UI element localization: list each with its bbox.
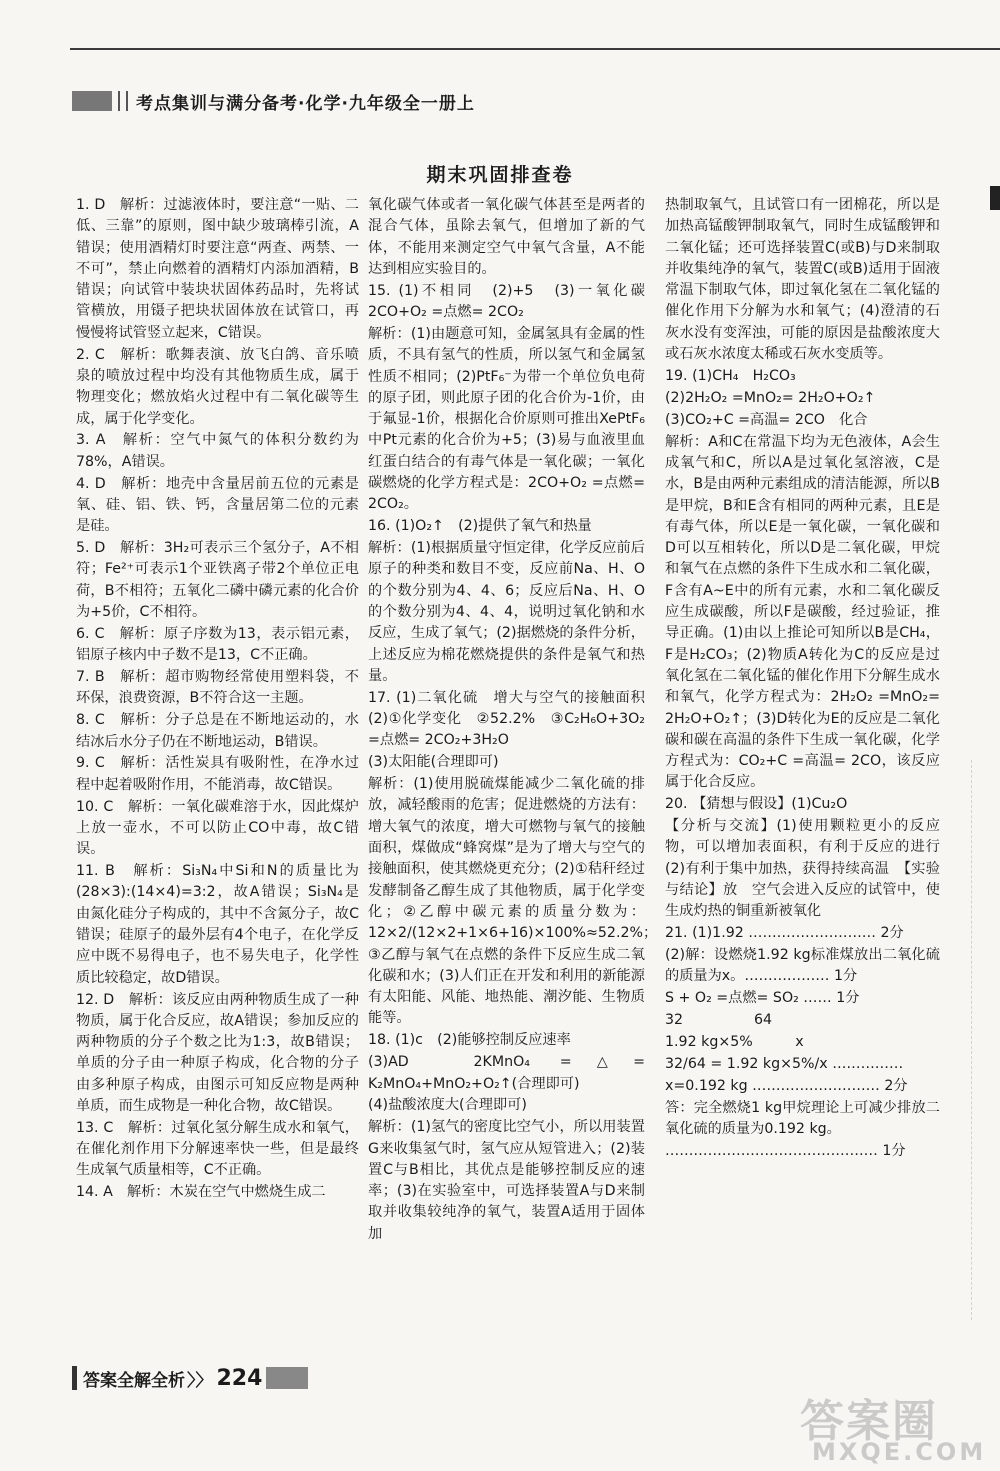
answer-item: (3)AD 2KMnO₄ =△= K₂MnO₄+MnO₂+O₂↑(合理即可) (368, 1054, 645, 1092)
answer-item: 2. C 解析：歌舞表演、放飞白鸽、音乐喷泉的喷放过程中均没有其他物质生成，属于物理变化；燃放焰火过程中有二氧化碳等生成，属于化学变化。 (76, 346, 359, 427)
answer-item: 20. 【猜想与假设】(1)Cu₂O (665, 796, 848, 813)
answer-item: 4. D 解析：地壳中含量居前五位的元素是氧、硅、铝、铁、钙，含量居第二位的元素是硅。 (76, 475, 359, 535)
watermark-url: MXQE.COM (812, 1438, 987, 1466)
answer-item: 解析：(1)氢气的密度比空气小，所以用装置G来收集氢气时，氢气应从短管进入；(2)装置C与B相比，其优点是能够控制反应的速率；(3)在实验室中，可选择装置A与D来制取并收集较纯净的氧气，装置A适用于固体加 (368, 1119, 645, 1242)
binding-edge (971, 760, 1000, 1320)
section-title: 期末巩固排查卷 (426, 164, 574, 186)
answer-item: 5. D 解析：3H₂可表示三个氢分子，A不相符；Fe²⁺可表示1个亚铁离子带2个单位正电荷，B不相符；五氧化二磷中磷元素的化合价为+5价，C不相符。 (76, 540, 359, 621)
answer-item: 7. B 解析：超市购物经常使用塑料袋，不环保，浪费资源，B不符合这一主题。 (76, 669, 359, 707)
answer-item: 解析：A和C在常温下均为无色液体，A会生成氧气和C，所以A是过氧化氢溶液，C是水，B是由两种元素组成的清洁能源，所以B是甲烷，B和E含有相同的两种元素，且E是有毒气体，所以E是一氧化碳，一氧化碳和D可以互相转化，所以D是二氧化碳，甲烷和氧气在点燃的条件下生成水和二氧化碳，F含有A~E中的所有元素，水和二氧化碳反应生成碳酸，所以F是碳酸，经过验证，推导正确。(1)由以上推论可知所以B是CH₄，F是H₂CO₃；(2)物质A转化为C的反应是过氧化氢在二氧化锰的催化作用下分解生成水和氧气，化学方程式为：2H₂O₂ =MnO₂= 2H₂O+O₂↑；(3)D转化为E的反应是二氧化碳和碳在高温的条件下生成一氧化碳，化学方程式为：CO₂+C =高温= 2CO，该反应属于化合反应。 (665, 433, 940, 791)
chevron-right-icon: 〉〉 (187, 1370, 213, 1391)
answer-item: 氧化碳气体或者一氧化碳气体甚至是两者的混合气体，虽除去氧气，但增加了新的气体，不能用来测定空气中氧气含量，A不能达到相应实验目的。 (368, 197, 645, 277)
answer-item: ……………………………………… 1分 (665, 1142, 906, 1159)
answer-item: 10. C 解析：一氧化碳难溶于水，因此煤炉上放一壶水，不可以防止CO中毒，故C错误。 (76, 798, 359, 858)
answer-item: 解析：(1)使用脱硫煤能减少二氧化硫的排放，减轻酸雨的危害；促进燃烧的方法有：增大氧气的浓度，增大可燃物与氧气的接触面积，煤做成“蜂窝煤”是为了增大与空气的接触面积，使其燃烧更充分；(2)①秸秆经过发酵制备乙醇生成了其他物质，属于化学变化；②乙醇中碳元素的质量分数为：12×2/(12×2+1×6+16)×100%≈52.2%；③乙醇与氧气在点燃的条件下反应生成二氧化碳和水；(3)人们正在开发和利用的新能源有太阳能、风能、地热能、潮汐能、生物质能等。 (368, 776, 658, 1027)
answer-item: (2)2H₂O₂ =MnO₂= 2H₂O+O₂↑ (665, 389, 876, 406)
answer-column-3 (665, 195, 955, 1163)
answer-item: 【分析与交流】(1)使用颗粒更小的反应物，可以增加表面积，有利于反应的进行 (2)有利于集中加热，获得持续高温 【实验与结论】放 空气会进入反应的试管中，使生成灼热的铜重新被氧化 (665, 818, 955, 920)
answer-item: 解析：(1)根据质量守恒定律，化学反应前后原子的种类和数目不变，反应前Na、H、O的个数分别为4、4、6；反应后Na、H、O的个数分别为4、4、4，说明过氧化钠和水反应，生成了氧气；(2)据燃烧的条件分析，上述反应为棉花燃烧提供的条件是氧气和热量。 (368, 540, 645, 684)
answer-item: 1.92 kg×5% x (665, 1034, 804, 1051)
header-divider (118, 91, 128, 111)
answer-item: 8. C 解析：分子总是在不断地运动的，水结冰后水分子仍在不断地运动，B错误。 (76, 712, 359, 750)
footer-bar (72, 1366, 77, 1390)
page-footer (72, 1363, 308, 1393)
answer-item: 6. C 解析：原子序数为13，表示铝元素，铝原子核内中子数不是13，C不正确。 (76, 625, 359, 664)
answer-item: 解析：(1)由题意可知，金属氢具有金属的性质，不具有氢气的性质，所以氢气和金属氢性质不相同；(2)PtF₆⁻为带一个单位负电荷的原子团，则此原子团的化合价为-1价，由于氟显-1价，根据化合价原则可推出XePtF₆中Pt元素的化合价为+5；(3)易与血液里血红蛋白结合的有毒气体是一氧化碳；一氧化碳燃烧的化学方程式是：2CO+O₂ =点燃= 2CO₂。 (368, 325, 645, 513)
answer-item: (4)盐酸浓度大(合理即可) (368, 1097, 527, 1114)
answer-item: 16. (1)O₂↑ (2)提供了氧气和热量 (368, 518, 592, 535)
answer-item: 答：完全燃烧1 kg甲烷理论上可减少排放二氧化硫的质量为0.192 kg。 (665, 1099, 940, 1138)
answer-column-2 (368, 195, 660, 1246)
book-title: 考点集训与满分备考·化学·九年级全一册上 (136, 93, 475, 114)
answer-item: 15. (1)不相同 (2)+5 (3)一氧化碳 2CO+O₂ =点燃= 2CO₂ (368, 282, 660, 321)
answer-item: 热制取氧气，且试管口有一团棉花，所以是加热高锰酸钾制取氧气，同时生成锰酸钾和二氧化锰；还可选择装置C(或B)与D来制取并收集纯净的氧气，装置C(或B)适用于固液常温下制取气体，即过氧化氢在二氧化锰的催化作用下分解为水和氧气；(4)澄清的石灰水没有变浑浊，可能的原因是盐酸浓度大或石灰水浓度太稀或石灰水变质等。 (665, 197, 940, 363)
page-number: 224 (216, 1365, 263, 1391)
answer-item: 17. (1)二氧化硫 增大与空气的接触面积 (2)①化学变化 ②52.2% ③C₂H₆O+3O₂ =点燃= 2CO₂+3H₂O (368, 689, 660, 749)
answer-item: x=0.192 kg ……………………… 2分 (665, 1077, 908, 1094)
answer-item: 19. (1)CH₄ H₂CO₃ (665, 367, 796, 384)
answer-item: 32/64 = 1.92 kg×5%/x …………… (665, 1056, 904, 1072)
answer-item: S + O₂ =点燃= SO₂ …… 1分 (665, 990, 860, 1007)
answer-item: 13. C 解析：过氧化氢分解生成水和氧气，在催化剂作用下分解速率快一些，但是最终生成氧气质量相等，C不正确。 (76, 1119, 359, 1179)
answer-item: 1. D 解析：过滤液体时，要注意“一贴、二低、三靠”的原则，图中缺少玻璃棒引流，A错误；使用酒精灯时要注意“两查、两禁、一不可”，禁止向燃着的酒精灯内添加酒精，B错误；向试管中装块状固体药品时，先将试管横放，用镊子把块状固体放在试管口，再慢慢将试管竖立起来，C错误。 (76, 197, 359, 341)
watermark-logo: 答案圈 (800, 1396, 938, 1447)
footer-label: 答案全解全析 (83, 1370, 185, 1391)
answer-item: 32 64 (665, 1012, 773, 1029)
answer-column-1 (76, 195, 359, 1204)
answer-item: 9. C 解析：活性炭具有吸附性，在净水过程中起着吸附作用，不能消毒，故C错误。 (76, 755, 359, 793)
answer-item: 21. (1)1.92 ……………………… 2分 (665, 925, 904, 942)
answer-item: 3. A 解析：空气中氮气的体积分数约为78%，A错误。 (76, 432, 359, 470)
footer-shade (266, 1367, 308, 1389)
answer-item: (3)CO₂+C =高温= 2CO 化合 (665, 411, 868, 428)
answer-item: 12. D 解析：该反应由两种物质生成了一种物质，属于化合反应，故A错误；参加反应的两种物质的分子个数之比为1:3，故B错误；单质的分子由一种原子构成，化合物的分子由多种原子构成，由图示可知反应物是两种单质，而生成物是一种化合物，故C错误。 (76, 991, 359, 1114)
answer-item: 11. B 解析：Si₃N₄中Si和N的质量比为(28×3):(14×4)=3:2，故A错误；Si₃N₄是由氮化硅分子构成的，其中不含氮分子，故C错误；硅原子的最外层有4个电子，在化学反应中既不易得电子，也不易失电子，化学性质比较稳定，故D错误。 (76, 863, 359, 986)
top-rule (70, 48, 1000, 50)
header-block (72, 91, 112, 111)
answer-item: (3)太阳能(合理即可) (368, 754, 499, 771)
answer-item: (2)解：设燃烧1.92 kg标准煤放出二氧化硫的质量为x。……………… 1分 (665, 947, 940, 985)
answer-item: 14. A 解析：木炭在空气中燃烧生成二 (76, 1184, 326, 1201)
edge-tab (990, 186, 1000, 210)
answer-item: 18. (1)c (2)能够控制反应速率 (368, 1032, 571, 1049)
page-header (72, 88, 475, 114)
